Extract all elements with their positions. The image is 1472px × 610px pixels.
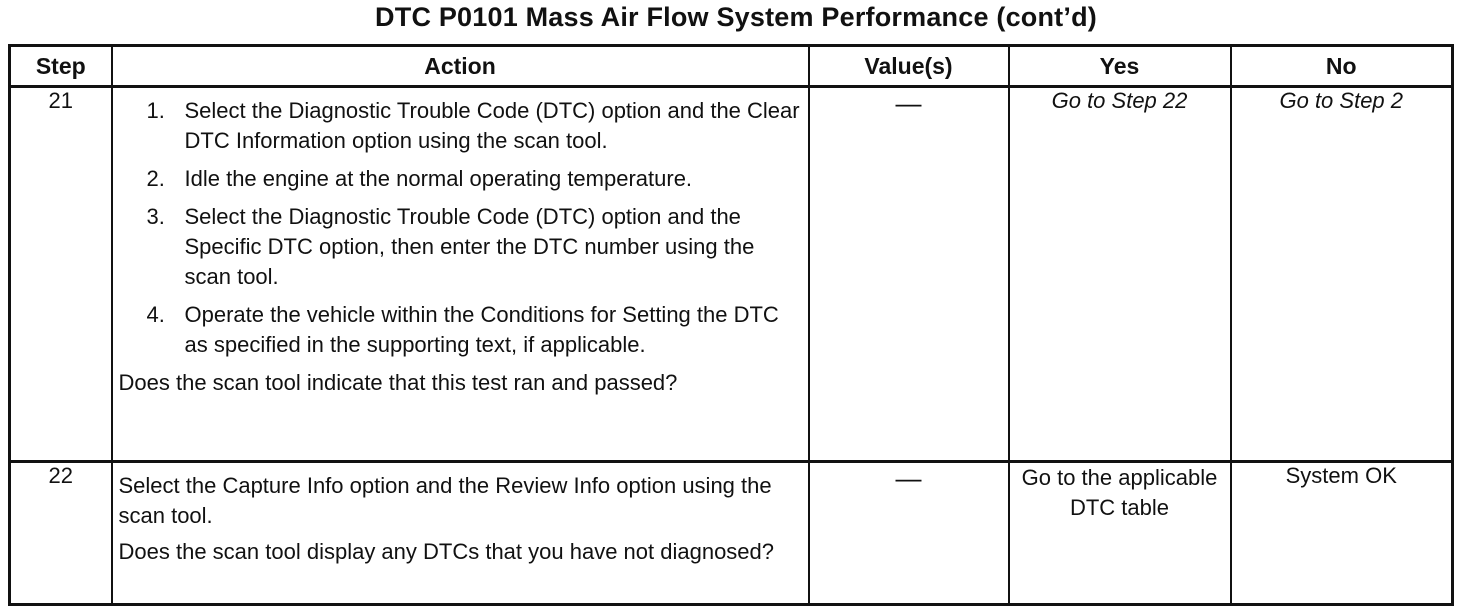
- action-step: [146, 300, 802, 360]
- action-step-text: Idle the engine at the normal operating temperature.: [184, 166, 693, 191]
- table-row-step-21: [10, 87, 1453, 462]
- action-step-text: Select the Diagnostic Trouble Code (DTC) option and the Specific DTC option, then enter the DTC number using the scan tool.: [184, 204, 755, 289]
- action-step-text: Select the Diagnostic Trouble Code (DTC) option and the Clear DTC Information option using the scan tool.: [184, 98, 800, 153]
- action-step-number: 4.: [146, 302, 165, 327]
- action-step-number: 3.: [146, 204, 165, 229]
- action-step-number: 2.: [146, 166, 165, 191]
- table-row-step-22: [10, 462, 1453, 605]
- action-text: Select the Capture Info option and the Review Info option using the scan tool.: [118, 473, 772, 528]
- table-header-row: [10, 46, 1453, 87]
- diagnostic-table: [8, 44, 1454, 606]
- header-action: Action: [112, 46, 809, 87]
- value-cell: —: [809, 462, 1009, 605]
- action-cell: [112, 462, 809, 605]
- header-step: Step: [10, 46, 112, 87]
- no-result-link[interactable]: Go to Step 2: [1231, 87, 1453, 462]
- page-title: DTC P0101 Mass Air Flow System Performance (cont’d): [375, 2, 1097, 32]
- action-step-number: 1.: [146, 98, 165, 123]
- step-number: 21: [10, 87, 112, 462]
- step-number: 22: [10, 462, 112, 605]
- action-step: [146, 96, 802, 156]
- action-step: [146, 164, 802, 194]
- action-question: Does the scan tool indicate that this test ran and passed?: [118, 370, 678, 395]
- value-cell: —: [809, 87, 1009, 462]
- header-yes: Yes: [1009, 46, 1231, 87]
- yes-result-link[interactable]: Go to Step 22: [1009, 87, 1231, 462]
- no-result-text: System OK: [1231, 462, 1453, 605]
- yes-result-text: Go to the applicable DTC table: [1009, 462, 1231, 605]
- header-no: No: [1231, 46, 1453, 87]
- action-step: [146, 202, 802, 292]
- action-steps-list: [119, 96, 802, 360]
- action-question: Does the scan tool display any DTCs that you have not diagnosed?: [118, 539, 775, 564]
- action-step-text: Operate the vehicle within the Conditions for Setting the DTC as specified in the supporting text, if applicable.: [184, 302, 779, 357]
- action-cell: [112, 87, 809, 462]
- header-values: Value(s): [809, 46, 1009, 87]
